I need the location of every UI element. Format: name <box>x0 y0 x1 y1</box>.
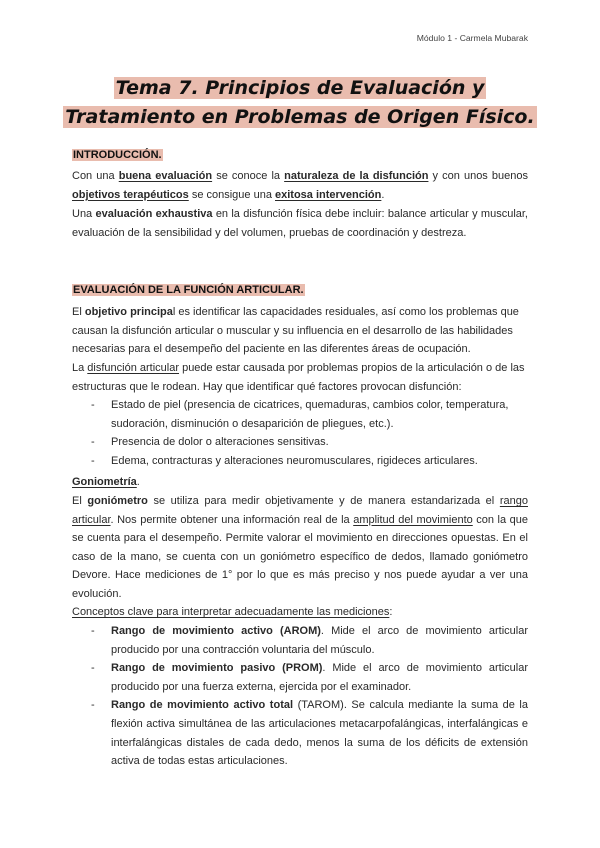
list-marker: - <box>91 625 95 637</box>
text-run: : <box>389 606 393 618</box>
articular-paragraph-1 <box>72 303 528 359</box>
text-run: y con unos buenos <box>428 170 528 182</box>
section-heading-introduccion-text: INTRODUCCIÓN. <box>73 149 162 161</box>
section-heading-introduccion <box>72 147 163 163</box>
title-line-1: Tema 7. Principios de Evaluación y <box>115 77 485 99</box>
page-title <box>60 74 540 132</box>
list-marker: - <box>91 662 95 675</box>
underlined-text: amplitud del movimiento <box>353 513 473 526</box>
factor-list <box>72 396 528 470</box>
emphasis-text: naturaleza de la disfunción <box>284 170 429 182</box>
concept-term: Rango de movimiento activo total <box>111 699 294 712</box>
bold-text: goniómetro <box>87 495 148 507</box>
text-run: se conoce la <box>212 170 285 182</box>
text-run: . Nos permite obtener una información real de la <box>110 513 354 526</box>
concept-description: . Mide el arco de movimiento articular producido por una contracción voluntaria del músculo. <box>111 625 528 656</box>
concepts-list <box>72 622 528 771</box>
subsection-heading-text: Goniometría <box>72 476 137 488</box>
text-run: . <box>136 476 140 488</box>
text-run: Con una <box>72 170 119 182</box>
concepts-label <box>72 603 528 622</box>
list-item <box>72 396 528 433</box>
underlined-text: Conceptos clave para interpretar adecuadamente las mediciones <box>72 606 390 618</box>
concept-term: Rango de movimiento activo (AROM) <box>111 625 321 637</box>
text-run: . <box>381 188 385 201</box>
list-item <box>72 696 528 770</box>
emphasis-text: buena evaluación <box>118 170 213 182</box>
emphasis-text: objetivos terapéuticos <box>72 188 189 201</box>
text-run: puede estar causada por problemas propios de la articulación o de las estructuras que le rodean. Hay que identificar qué factores provocan disfunción: <box>72 362 525 393</box>
list-marker: - <box>91 454 95 467</box>
goniometria-paragraph <box>72 492 528 604</box>
list-marker: - <box>91 699 95 712</box>
list-item-text: Presencia de dolor o alteraciones sensitivas. <box>111 436 329 449</box>
text-run: La <box>72 362 88 374</box>
subsection-heading-goniometria <box>72 473 528 492</box>
text-run: se consigue una <box>188 188 275 201</box>
emphasis-text: exitosa intervención <box>275 188 382 201</box>
text-run: El <box>72 306 85 318</box>
page-header: Módulo 1 - Carmela Mubarak <box>416 33 528 43</box>
bold-text: evaluación exhaustiva <box>95 208 213 220</box>
intro-paragraph-1 <box>72 167 528 204</box>
list-marker: - <box>91 436 95 449</box>
title-line-2: Tratamiento en Problemas de Origen Físico. <box>65 106 535 128</box>
list-item-text: Estado de piel (presencia de cicatrices, quemaduras, cambios color, temperatura, sudoración, disminución o desaparición de pliegues, etc.). <box>111 399 509 430</box>
text-run: en la disfunción física debe incluir: balance articular y muscular, evaluación de la sensibilidad y del volumen, pruebas de coordinación y destreza. <box>72 208 528 239</box>
bold-text: objetivo principa <box>84 306 173 318</box>
section-heading-funcion-articular <box>72 282 305 298</box>
underlined-text: disfunción articular <box>87 362 180 374</box>
text-run: Una <box>72 208 96 220</box>
list-item <box>72 659 528 696</box>
text-run: se utiliza para medir objetivamente y de manera estandarizada el <box>147 495 500 507</box>
underlined-text: rango articular <box>72 495 528 526</box>
articular-paragraph-2 <box>72 359 528 396</box>
section-heading-funcion-articular-text: EVALUACIÓN DE LA FUNCIÓN ARTICULAR. <box>73 284 304 296</box>
concept-description: . Mide el arco de movimiento articular producido por una fuerza externa, ejercida por el examinador. <box>111 662 529 693</box>
concept-description: (TAROM). Se calcula mediante la suma de la flexión activa simultánea de las articulaciones metacarpofalángicas, interfalángicas e interfalángicas distales de cada dedo, menos la suma de los déficits de extensión activa de todas estas articulaciones. <box>111 699 528 768</box>
intro-paragraph-2 <box>72 205 528 242</box>
text-run: El <box>72 495 88 507</box>
list-item <box>72 452 528 471</box>
list-marker: - <box>91 399 95 411</box>
text-run: con la que se cuenta para el desempeño. Permite valorar el movimiento en direcciones opuestas. En el caso de la mano, se cuenta con un goniómetro específico de dedos, llamado goniómetro Devore. Hace mediciones de 1° por lo que es más preciso y nos puede ayudar a ver una evolución. <box>72 513 528 600</box>
list-item <box>72 622 528 659</box>
list-item-text: Edema, contracturas y alteraciones neuromusculares, rigideces articulares. <box>111 454 478 467</box>
list-item <box>72 433 528 452</box>
concept-term: Rango de movimiento pasivo (PROM) <box>111 662 323 675</box>
text-run: l es identificar las capacidades residuales, así como los problemas que causan la disfunción articular o muscular y su influencia en el desarrollo de las habilidades necesarias para el desempeño del paciente en las diferentes áreas de ocupación. <box>72 306 519 356</box>
